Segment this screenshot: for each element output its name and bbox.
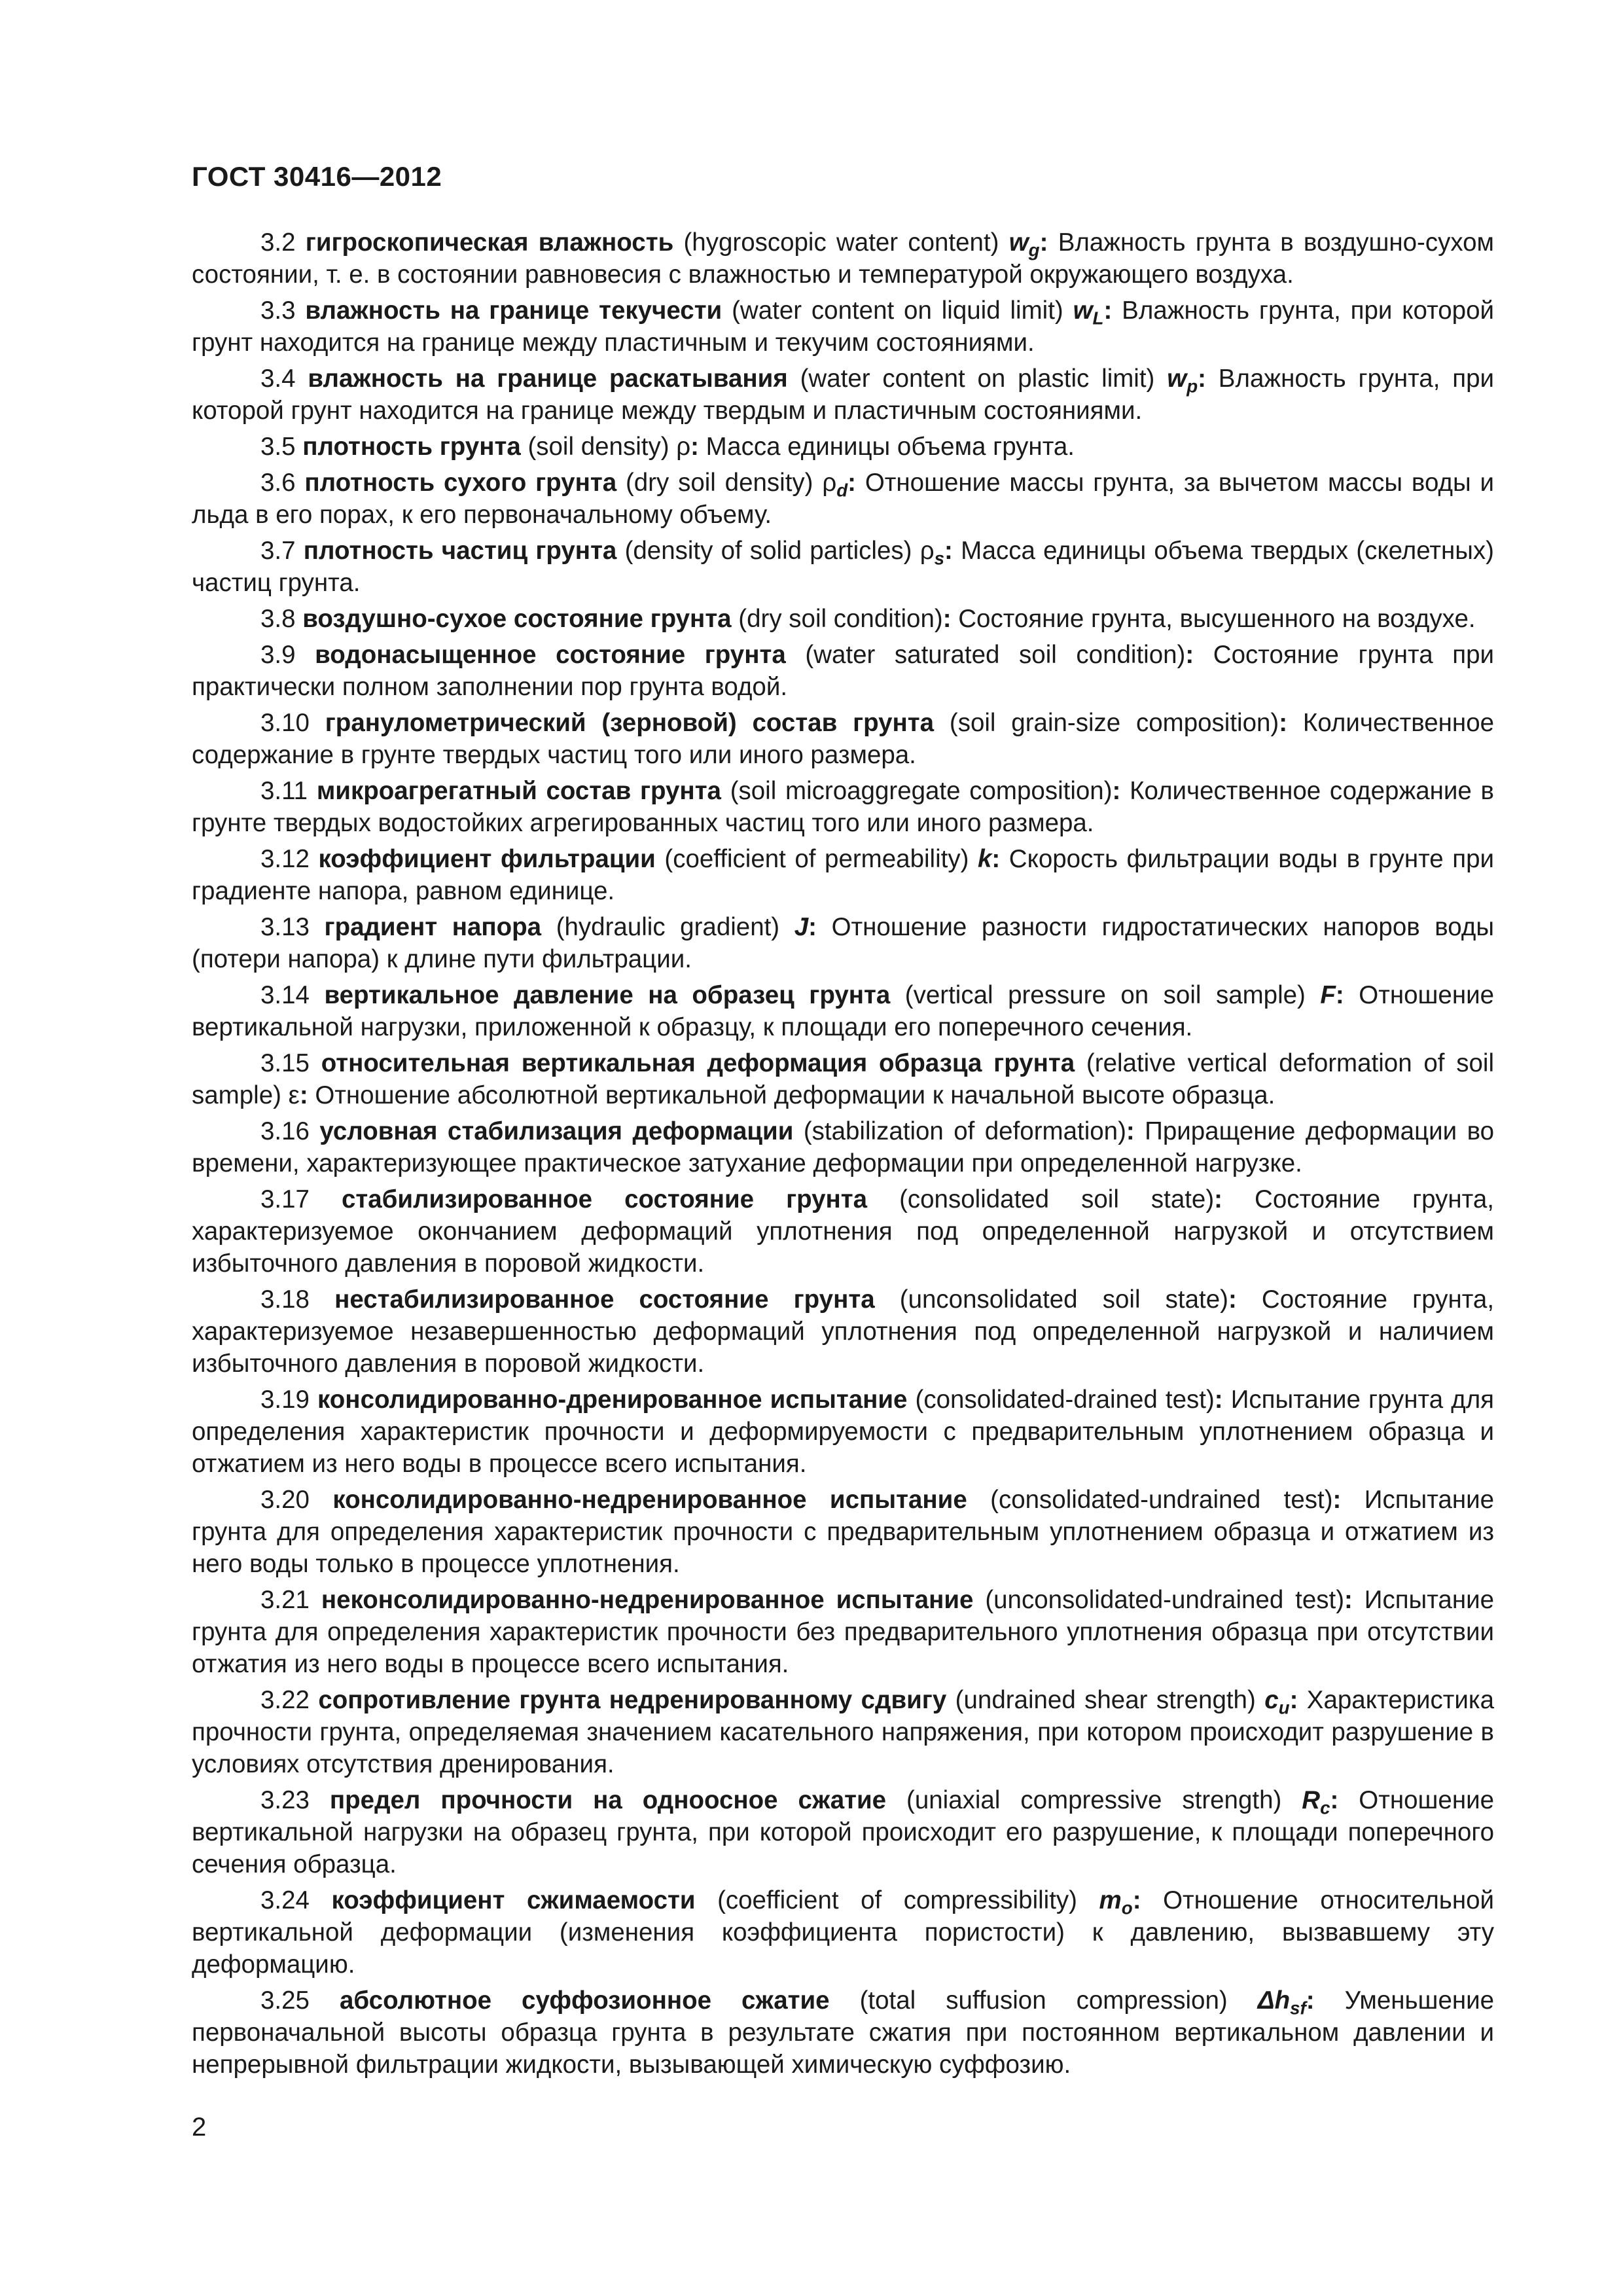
- entry-english-term: (water content on plastic limit): [800, 365, 1155, 393]
- entry-definition: Состояние грунта, характеризуемое окончанием деформаций уплотнения под определенной нагрузкой и отсутствием избыточного давления в поровой жидкости.: [192, 1185, 1494, 1278]
- entry-number: 3.15: [260, 1049, 310, 1077]
- entry-term: гигроскопическая влажность: [305, 228, 674, 257]
- entry-definition: Количественное содержание в грунте твердых водостойких агрегированных частиц того или иного размера.: [192, 777, 1494, 837]
- entry-number: 3.14: [260, 981, 310, 1009]
- entry-symbol: [919, 537, 945, 569]
- entry-definition: Испытание грунта для определения характеристик прочности с предварительным уплотнением образца и отжатием из него воды только в процессе уплотнения.: [192, 1486, 1494, 1578]
- definition-entry: 3.23 предел прочности на одноосное сжатие (uniaxial compressive strength) $R_c$: Отношение вертикальной нагрузки на образец грунта, при которой происходит его разрушение, к площади поперечного сечения образца.: [192, 1786, 1495, 1878]
- entry-definition: Отношение вертикальной нагрузки на образец грунта, при которой происходит его разрушение, к площади поперечного сечения образца.: [192, 1786, 1495, 1878]
- symbol-subscript: g: [1028, 240, 1040, 260]
- entry-number: 3.7: [260, 537, 296, 565]
- entry-term: плотность частиц грунта: [303, 537, 617, 565]
- definition-entry: 3.11 микроагрегатный состав грунта (soil microaggregate composition): Количественное содержание в грунте твердых водостойких агрегированных частиц того или иного размера.: [192, 777, 1494, 837]
- entry-definition: Отношение разности гидростатических напоров воды (потери напора) к длине пути фильтрации.: [192, 913, 1494, 973]
- symbol-subscript: u: [1278, 1697, 1290, 1718]
- entry-english-term: (relative vertical deformation of soil sample): [192, 1049, 1495, 1109]
- definition-entry: 3.4 влажность на границе раскатывания (water content on plastic limit) $w_p$: Влажность грунта, при которой грунт находится на границе между твердым и пластичным состояниями.: [192, 365, 1494, 425]
- symbol-base: w: [1073, 296, 1093, 325]
- entry-english-term: (soil grain-size composition): [949, 709, 1279, 737]
- definitions-list: [192, 226, 1494, 2085]
- entry-number: 3.3: [260, 296, 296, 325]
- entry-number: 3.4: [260, 365, 296, 393]
- symbol-base: ρ: [676, 433, 691, 461]
- definition-entry: 3.18 нестабилизированное состояние грунта (unconsolidated soil state): Состояние грунта, характеризуемое незавершенностью деформаций уплотнения под определенной нагрузкой и наличием избыточного давления в поровой жидкости.: [192, 1285, 1495, 1378]
- definition-entry: 3.8 воздушно-сухое состояние грунта (dry soil condition): Состояние грунта, высушенного на воздухе.: [260, 605, 1476, 633]
- definition-entry: 3.22 сопротивление грунта недренированному сдвигу (undrained shear strength) $c_u$: Характеристика прочности грунта, определяемая значением касательного напряжения, при котором происходит разрушение в условиях отсутствия дренирования.: [192, 1686, 1495, 1778]
- entry-english-term: (water saturated soil condition): [805, 641, 1186, 669]
- document-header: ГОСТ 30416—2012: [192, 161, 442, 192]
- entry-definition: Состояние грунта, высушенного на воздухе.: [958, 605, 1476, 633]
- entry-term: сопротивление грунта недренированному сдвигу: [318, 1686, 947, 1714]
- entry-term: предел прочности на одноосное сжатие: [329, 1786, 887, 1814]
- definition-entry: 3.20 консолидированно-недренированное испытание (consolidated-undrained test): Испытание грунта для определения характеристик прочности с предварительным уплотнением образца и отжатием из него воды только в процессе уплотнения.: [192, 1486, 1494, 1578]
- symbol-subscript: p: [1186, 376, 1198, 397]
- entry-term: микроагрегатный состав грунта: [316, 777, 721, 805]
- entry-number: 3.10: [260, 709, 310, 737]
- symbol-base: J: [794, 913, 809, 941]
- definition-entry: 3.14 вертикальное давление на образец грунта (vertical pressure on soil sample) F: Отношение вертикальной нагрузки, приложенной к образцу, к площади его поперечного сечения.: [192, 981, 1494, 1041]
- entry-number: 3.2: [260, 228, 296, 257]
- entry-term: консолидированно-дренированное испытание: [317, 1386, 908, 1414]
- entry-english-term: (soil density): [527, 433, 669, 461]
- entry-definition: Скорость фильтрации воды в грунте при градиенте напора, равном единице.: [192, 845, 1495, 905]
- entry-symbol: [1167, 365, 1198, 397]
- symbol-subscript: s: [934, 548, 945, 569]
- definition-entry: 3.25 абсолютное суффозионное сжатие (total suffusion compression) $\Delta h_{sf}$: Уменьшение первоначальной высоты образца грунта в результате сжатия при постоянном вертикальном давлении и непрерывной фильтрации жидкости, вызывающей химическую суффозию.: [192, 1986, 1495, 2079]
- entry-english-term: (vertical pressure on soil sample): [904, 981, 1306, 1009]
- entry-definition: Влажность грунта, при которой грунт находится на границе между твердым и пластичным состояниями.: [192, 365, 1494, 425]
- entry-definition: Влажность грунта, при которой грунт находится на границе между пластичным и текучим состояниями.: [192, 296, 1495, 357]
- entry-english-term: (consolidated-undrained test): [990, 1486, 1333, 1514]
- entry-symbol: [1073, 296, 1104, 329]
- entry-english-term: (undrained shear strength): [955, 1686, 1256, 1714]
- entry-symbol: [1264, 1686, 1290, 1718]
- entry-english-term: (hygroscopic water content): [683, 228, 999, 257]
- entry-english-term: (dry soil density): [625, 469, 813, 497]
- entry-symbol: [822, 469, 848, 501]
- entry-term: относительная вертикальная деформация образца грунта: [321, 1049, 1075, 1077]
- entry-definition: Количественное содержание в грунте твердых частиц того или иного размера.: [192, 709, 1495, 769]
- entry-term: влажность на границе текучести: [305, 296, 722, 325]
- entry-term: водонасыщенное состояние грунта: [315, 641, 786, 669]
- entry-term: нестабилизированное состояние грунта: [334, 1285, 875, 1314]
- entry-number: 3.16: [260, 1117, 310, 1145]
- symbol-subscript: d: [836, 480, 848, 501]
- entry-number: 3.6: [260, 469, 296, 497]
- entry-term: влажность на границе раскатывания: [308, 365, 788, 393]
- entry-symbol: [1302, 1786, 1330, 1818]
- entry-number: 3.12: [260, 845, 310, 873]
- symbol-base: F: [1320, 981, 1336, 1009]
- symbol-base: ρ: [822, 469, 837, 497]
- entry-number: 3.17: [260, 1185, 310, 1213]
- definition-entry: 3.13 градиент напора (hydraulic gradient) J: Отношение разности гидростатических напоров воды (потери напора) к длине пути фильтрации.: [192, 913, 1494, 973]
- entry-definition: Состояние грунта, характеризуемое незавершенностью деформаций уплотнения под определенной нагрузкой и наличием избыточного давления в поровой жидкости.: [192, 1285, 1495, 1378]
- symbol-base: c: [1264, 1686, 1279, 1714]
- entry-number: 3.23: [260, 1786, 310, 1814]
- symbol-base: ε: [288, 1081, 300, 1109]
- entry-term: гранулометрический (зерновой) состав грунта: [325, 709, 935, 737]
- symbol-subscript: c: [1320, 1797, 1330, 1818]
- entry-english-term: (total suffusion compression): [859, 1986, 1228, 2015]
- entry-number: 3.8: [260, 605, 296, 633]
- entry-english-term: (consolidated soil state): [899, 1185, 1215, 1213]
- entry-english-term: (consolidated-drained test): [915, 1386, 1215, 1414]
- entry-number: 3.5: [260, 433, 296, 461]
- entry-symbol: [676, 433, 690, 461]
- entry-english-term: (soil microaggregate composition): [730, 777, 1113, 805]
- definition-entry: 3.9 водонасыщенное состояние грунта (water saturated soil condition): Состояние грунта при практически полном заполнении пор грунта водой.: [192, 641, 1495, 701]
- entry-term: плотность сухого грунта: [304, 469, 617, 497]
- entry-symbol: [1099, 1886, 1133, 1918]
- symbol-subscript: o: [1121, 1897, 1133, 1918]
- entry-term: плотность грунта: [302, 433, 521, 461]
- entry-english-term: (coefficient of compressibility): [717, 1886, 1077, 1914]
- entry-definition: Испытание грунта для определения характеристик прочности без предварительного уплотнения образца при отсутствии отжатия из него воды в процессе всего испытания.: [192, 1586, 1494, 1678]
- entry-definition: Масса единицы объема твердых (скелетных) частиц грунта.: [192, 537, 1494, 597]
- entry-number: 3.9: [260, 641, 296, 669]
- entry-term: вертикальное давление на образец грунта: [324, 981, 891, 1009]
- entry-definition: Масса единицы объема грунта.: [705, 433, 1075, 461]
- entry-definition: Характеристика прочности грунта, определяемая значением касательного напряжения, при котором происходит разрушение в условиях отсутствия дренирования.: [192, 1686, 1495, 1778]
- entry-term: воздушно-сухое состояние грунта: [302, 605, 732, 633]
- entry-number: 3.19: [260, 1386, 310, 1414]
- entry-symbol: [978, 845, 991, 873]
- definition-entry: 3.3 влажность на границе текучести (water content on liquid limit) $w_L$: Влажность грунта, при которой грунт находится на границе между пластичным и текучим состояниями.: [192, 296, 1495, 357]
- symbol-base: m: [1099, 1886, 1122, 1914]
- symbol-subscript: sf: [1290, 1998, 1306, 2018]
- entry-term: неконсолидированно-недренированное испытание: [321, 1586, 974, 1614]
- entry-definition: Отношение массы грунта, за вычетом массы воды и льда в его порах, к его первоначальному объему.: [192, 469, 1494, 529]
- entry-definition: Отношение относительной вертикальной деформации (изменения коэффициента пористости) к давлению, вызвавшему эту деформацию.: [192, 1886, 1495, 1979]
- entry-symbol: [794, 913, 808, 941]
- entry-english-term: (hydraulic gradient): [556, 913, 780, 941]
- entry-english-term: (uniaxial compressive strength): [906, 1786, 1282, 1814]
- entry-number: 3.24: [260, 1886, 310, 1914]
- entry-english-term: (dry soil condition): [738, 605, 943, 633]
- entry-number: 3.13: [260, 913, 310, 941]
- entry-number: 3.25: [260, 1986, 310, 2015]
- entry-definition: Отношение вертикальной нагрузки, приложенной к образцу, к площади его поперечного сечения.: [192, 981, 1494, 1041]
- symbol-base: R: [1302, 1786, 1321, 1814]
- definition-entry: 3.12 коэффициент фильтрации (coefficient of permeability) k: Скорость фильтрации воды в грунте при градиенте напора, равном единице.: [192, 845, 1495, 905]
- entry-symbol: [1257, 1986, 1306, 2018]
- definition-entry: 3.5 плотность грунта (soil density) ρ: Масса единицы объема грунта.: [260, 433, 1075, 461]
- definition-entry: 3.15 относительная вертикальная деформация образца грунта (relative vertical deformation of soil sample) ε: Отношение абсолютной вертикальной деформации к начальной высоте образца.: [192, 1049, 1495, 1109]
- entry-term: коэффициент фильтрации: [318, 845, 656, 873]
- definition-entry: 3.17 стабилизированное состояние грунта (consolidated soil state): Состояние грунта, характеризуемое окончанием деформаций уплотнения под определенной нагрузкой и отсутствием избыточного давления в поровой жидкости.: [192, 1185, 1494, 1278]
- entry-number: 3.22: [260, 1686, 310, 1714]
- entry-english-term: (water content on liquid limit): [732, 296, 1063, 325]
- entry-term: консолидированно-недренированное испытание: [332, 1486, 967, 1514]
- entry-term: условная стабилизация деформации: [319, 1117, 794, 1145]
- symbol-base: k: [977, 845, 992, 873]
- symbol-base: ρ: [919, 537, 935, 565]
- entry-term: абсолютное суффозионное сжатие: [339, 1986, 830, 2015]
- entry-definition: Приращение деформации во времени, характеризующее практическое затухание деформации при определенной нагрузке.: [192, 1117, 1495, 1177]
- definition-entry: 3.6 плотность сухого грунта (dry soil density) $\rho_d$: Отношение массы грунта, за вычетом массы воды и льда в его порах, к его первоначальному объему.: [192, 469, 1494, 529]
- entry-number: 3.18: [260, 1285, 310, 1314]
- entry-english-term: (stabilization of deformation): [803, 1117, 1126, 1145]
- entry-definition: Отношение абсолютной вертикальной деформации к начальной высоте образца.: [315, 1081, 1275, 1109]
- entry-english-term: (unconsolidated soil state): [899, 1285, 1228, 1314]
- entry-number: 3.21: [260, 1586, 310, 1614]
- entry-english-term: (unconsolidated-undrained test): [985, 1586, 1345, 1614]
- entry-symbol: [1320, 981, 1336, 1009]
- entry-symbol: [289, 1081, 300, 1109]
- symbol-base: w: [1008, 228, 1029, 257]
- entry-number: 3.20: [260, 1486, 310, 1514]
- definition-entry: 3.16 условная стабилизация деформации (stabilization of deformation): Приращение деформации во времени, характеризующее практическое затухание деформации при определенной нагрузке.: [192, 1117, 1495, 1177]
- entry-term: коэффициент сжимаемости: [331, 1886, 696, 1914]
- symbol-base: Δh: [1257, 1986, 1291, 2015]
- entry-english-term: (coefficient of permeability): [664, 845, 969, 873]
- entry-term: градиент напора: [324, 913, 542, 941]
- entry-definition: Влажность грунта в воздушно-сухом состоянии, т. е. в состоянии равновесия с влажностью и температурой окружающего воздуха.: [192, 228, 1495, 289]
- entry-number: 3.11: [260, 777, 308, 805]
- entry-english-term: (density of solid particles): [624, 537, 912, 565]
- definition-entry: 3.7 плотность частиц грунта (density of solid particles) $\rho_s$: Масса единицы объема твердых (скелетных) частиц грунта.: [192, 537, 1494, 597]
- symbol-subscript: L: [1092, 308, 1104, 329]
- entry-definition: Состояние грунта при практически полном заполнении пор грунта водой.: [192, 641, 1495, 701]
- entry-definition: Уменьшение первоначальной высоты образца грунта в результате сжатия при постоянном вертикальном давлении и непрерывной фильтрации жидкости, вызывающей химическую суффозию.: [192, 1986, 1495, 2079]
- page-number: 2: [192, 2113, 207, 2142]
- definition-entry: 3.24 коэффициент сжимаемости (coefficient of compressibility) $m_o$: Отношение относительной вертикальной деформации (изменения коэффициента пористости) к давлению, вызвавшему эту деформацию.: [192, 1886, 1495, 1979]
- symbol-base: w: [1167, 365, 1187, 393]
- entry-definition: Испытание грунта для определения характеристик прочности и деформируемости с предварительным уплотнением образца и отжатием из него воды в процессе всего испытания.: [192, 1386, 1495, 1478]
- definition-entry: 3.19 консолидированно-дренированное испытание (consolidated-drained test): Испытание грунта для определения характеристик прочности и деформируемости с предварительным уплотнением образца и отжатием из него воды в процессе всего испытания.: [192, 1386, 1495, 1478]
- definition-entry: 3.2 гигроскопическая влажность (hygroscopic water content) $w_g$: Влажность грунта в воздушно-сухом состоянии, т. е. в состоянии равновесия с влажностью и температурой окружающего воздуха.: [192, 228, 1495, 289]
- entry-term: стабилизированное состояние грунта: [341, 1185, 868, 1213]
- definition-entry: 3.21 неконсолидированно-недренированное испытание (unconsolidated-undrained test): Испытание грунта для определения характеристик прочности без предварительного уплотнения образца при отсутствии отжатия из него воды в процессе всего испытания.: [192, 1586, 1494, 1678]
- entry-symbol: [1008, 228, 1040, 260]
- definition-entry: 3.10 гранулометрический (зерновой) состав грунта (soil grain-size composition): Количественное содержание в грунте твердых частиц того или иного размера.: [192, 709, 1495, 769]
